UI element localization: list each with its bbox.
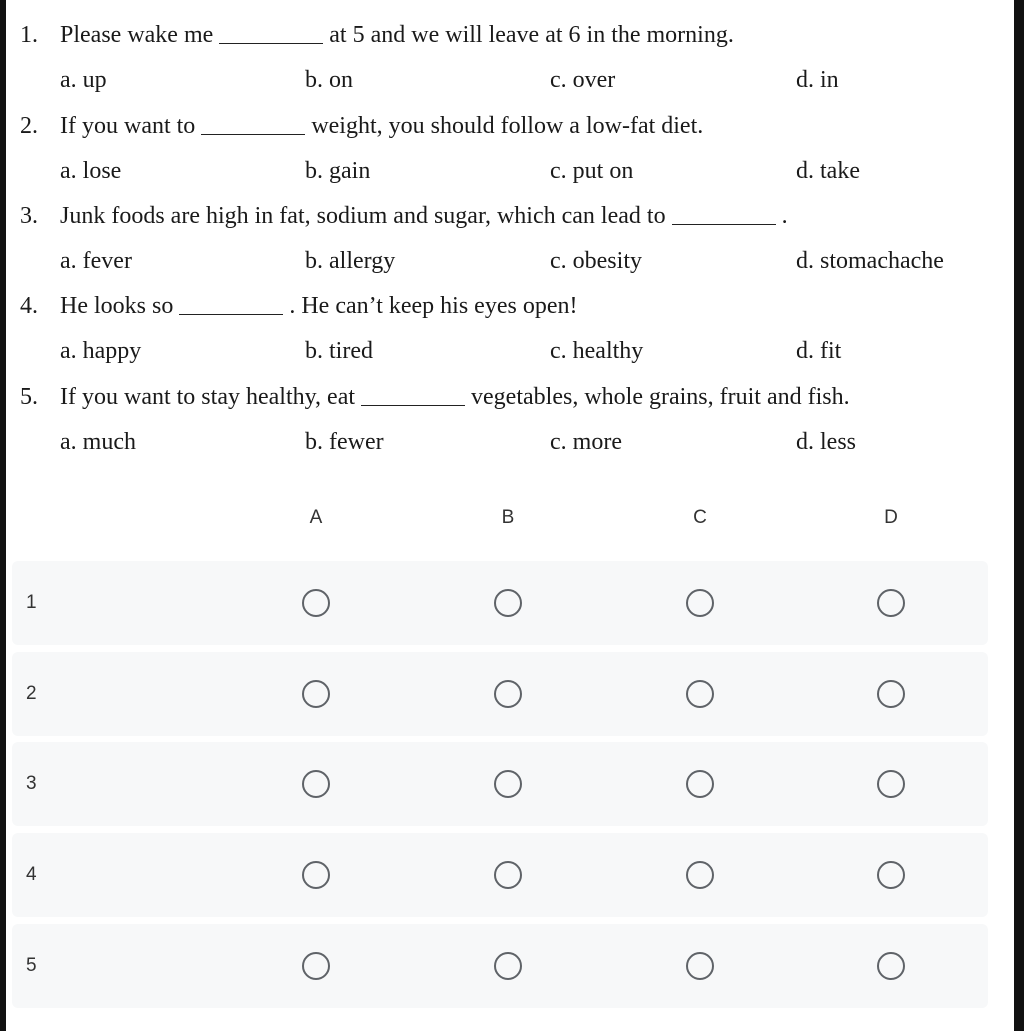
radio-2-b[interactable] bbox=[494, 680, 522, 708]
radio-3-d[interactable] bbox=[877, 770, 905, 798]
option-b: b. allergy bbox=[305, 248, 396, 274]
option-d: d. less bbox=[796, 429, 856, 455]
grid-row-3 bbox=[12, 742, 988, 826]
option-c: c. obesity bbox=[550, 248, 642, 274]
option-d: d. stomachache bbox=[796, 248, 944, 274]
question-4 bbox=[20, 286, 1010, 376]
question-stem bbox=[20, 15, 734, 55]
row-label: 1 bbox=[26, 592, 37, 613]
option-b: b. fewer bbox=[305, 429, 384, 455]
column-label-b: B bbox=[501, 507, 515, 528]
option-c: c. over bbox=[550, 67, 616, 93]
grid-row-2 bbox=[12, 652, 988, 736]
radio-2-d[interactable] bbox=[877, 680, 905, 708]
radio-4-c[interactable] bbox=[686, 861, 714, 889]
question-5 bbox=[20, 377, 1010, 467]
option-a: a. up bbox=[60, 67, 107, 93]
option-c: c. more bbox=[550, 429, 622, 455]
stem-after: vegetables, whole grains, fruit and fish. bbox=[471, 384, 850, 410]
radio-1-a[interactable] bbox=[302, 589, 330, 617]
question-stem bbox=[20, 196, 788, 236]
option-a: a. much bbox=[60, 429, 136, 455]
row-label: 3 bbox=[26, 773, 37, 794]
grid-header bbox=[0, 498, 1024, 538]
radio-4-a[interactable] bbox=[302, 861, 330, 889]
answer-blank bbox=[219, 17, 323, 44]
radio-3-b[interactable] bbox=[494, 770, 522, 798]
radio-5-d[interactable] bbox=[877, 952, 905, 980]
radio-5-b[interactable] bbox=[494, 952, 522, 980]
stem-before: If you want to stay healthy, eat bbox=[60, 384, 356, 410]
answer-blank bbox=[672, 198, 776, 225]
option-b: b. tired bbox=[305, 338, 373, 364]
row-label: 4 bbox=[26, 864, 37, 885]
question-stem bbox=[20, 106, 703, 146]
grid-row-1 bbox=[12, 561, 988, 645]
column-label-c: C bbox=[693, 507, 707, 528]
radio-1-c[interactable] bbox=[686, 589, 714, 617]
stem-before: Please wake me bbox=[60, 22, 214, 48]
stem-after: at 5 and we will leave at 6 in the morning. bbox=[329, 22, 734, 48]
stem-before: Junk foods are high in fat, sodium and sugar, which can lead to bbox=[60, 203, 666, 229]
stem-after: . He can’t keep his eyes open! bbox=[289, 293, 578, 319]
option-d: d. in bbox=[796, 67, 839, 93]
option-c: c. healthy bbox=[550, 338, 644, 364]
stem-before: If you want to bbox=[60, 113, 196, 139]
question-number: 1. bbox=[20, 22, 38, 48]
radio-4-d[interactable] bbox=[877, 861, 905, 889]
row-label: 2 bbox=[26, 683, 37, 704]
question-stem bbox=[20, 286, 577, 326]
question-number: 5. bbox=[20, 384, 38, 410]
radio-2-c[interactable] bbox=[686, 680, 714, 708]
question-2 bbox=[20, 106, 1010, 196]
option-d: d. take bbox=[796, 158, 860, 184]
radio-3-a[interactable] bbox=[302, 770, 330, 798]
answer-blank bbox=[179, 288, 283, 315]
stem-after: weight, you should follow a low-fat diet. bbox=[311, 113, 704, 139]
question-stem bbox=[20, 377, 850, 417]
radio-2-a[interactable] bbox=[302, 680, 330, 708]
stem-before: He looks so bbox=[60, 293, 174, 319]
question-number: 2. bbox=[20, 113, 38, 139]
question-3 bbox=[20, 196, 1010, 286]
row-label: 5 bbox=[26, 955, 37, 976]
radio-5-c[interactable] bbox=[686, 952, 714, 980]
column-label-d: D bbox=[884, 507, 898, 528]
option-b: b. gain bbox=[305, 158, 371, 184]
radio-1-b[interactable] bbox=[494, 589, 522, 617]
option-b: b. on bbox=[305, 67, 353, 93]
grid-row-5 bbox=[12, 924, 988, 1008]
option-a: a. fever bbox=[60, 248, 132, 274]
answer-blank bbox=[201, 108, 305, 135]
answer-blank bbox=[361, 379, 465, 406]
question-1 bbox=[20, 15, 1010, 105]
grid-row-4 bbox=[12, 833, 988, 917]
radio-3-c[interactable] bbox=[686, 770, 714, 798]
radio-5-a[interactable] bbox=[302, 952, 330, 980]
column-label-a: A bbox=[309, 507, 323, 528]
option-c: c. put on bbox=[550, 158, 634, 184]
question-number: 4. bbox=[20, 293, 38, 319]
radio-4-b[interactable] bbox=[494, 861, 522, 889]
option-a: a. lose bbox=[60, 158, 122, 184]
stem-after: . bbox=[781, 203, 788, 229]
question-number: 3. bbox=[20, 203, 38, 229]
radio-1-d[interactable] bbox=[877, 589, 905, 617]
option-d: d. fit bbox=[796, 338, 842, 364]
option-a: a. happy bbox=[60, 338, 142, 364]
